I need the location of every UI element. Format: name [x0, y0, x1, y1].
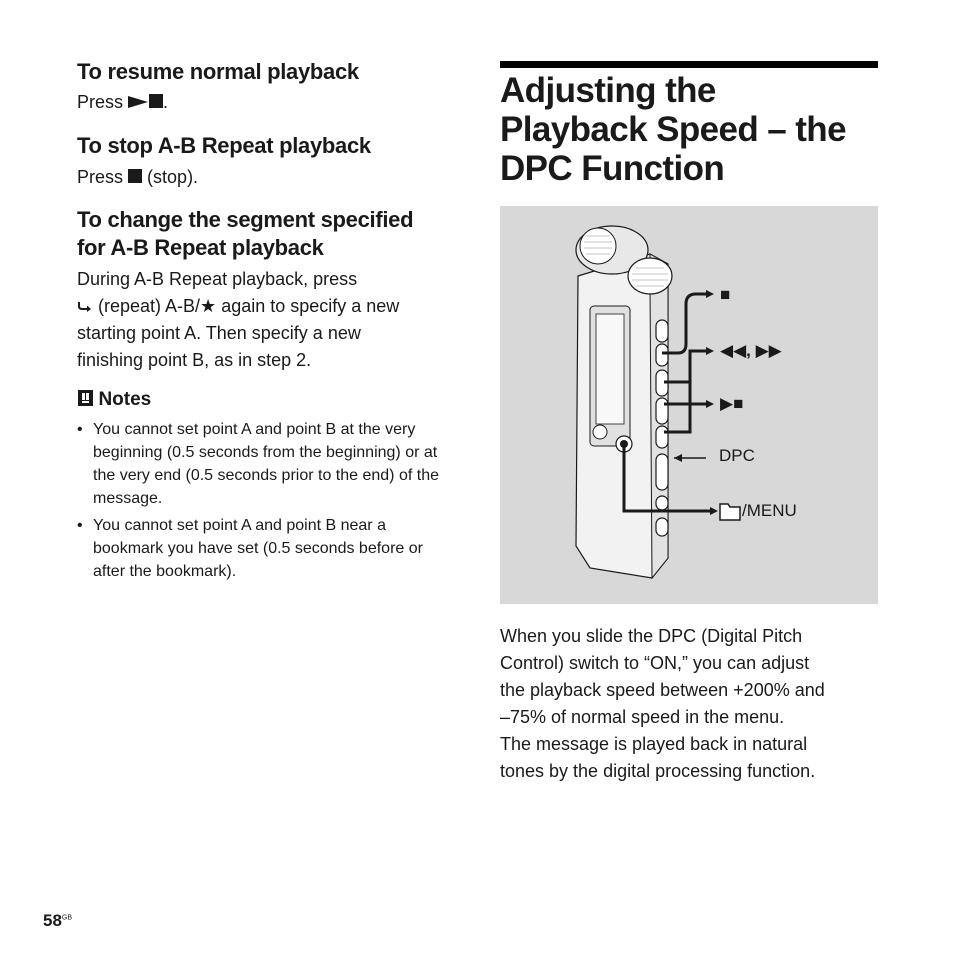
change-segment-body [77, 266, 467, 374]
page-number [43, 911, 72, 931]
callout-play-stop: ▶■ [720, 394, 744, 413]
heading-change-line1: To change the segment specified [77, 207, 414, 232]
play-icon [128, 96, 148, 108]
recorder-illustration [500, 206, 878, 604]
page-number-suffix: GB [61, 914, 73, 922]
title-line-1: Adjusting the [500, 71, 716, 110]
note-item-1: • You cannot set point A and point B at the very beginning (0.5 seconds from the beginning) or at the very end (0.5 seconds prior to the end) of the message. [77, 418, 447, 510]
section-title [500, 71, 846, 188]
title-rule [500, 61, 878, 68]
change-line-2-wrap [77, 293, 467, 320]
resume-end-text: . [163, 92, 169, 112]
callout-menu: /MENU [742, 501, 797, 520]
notes-title: Notes [98, 389, 152, 410]
resume-instruction [77, 89, 168, 116]
heading-resume-playback: To resume normal playback [77, 59, 359, 84]
dpc-line-2: Control) switch to “ON,” you can adjust [500, 653, 810, 673]
title-line-2: Playback Speed – the [500, 110, 846, 149]
callout-dpc: DPC [719, 446, 755, 465]
dpc-line-5: The message is played back in natural [500, 734, 808, 754]
folder-icon [720, 504, 740, 520]
stop-icon [149, 94, 163, 108]
dpc-line-1: When you slide the DPC (Digital Pitch [500, 626, 803, 646]
change-line-3: starting point A. Then specify a new [77, 323, 361, 343]
heading-stop-ab-repeat: To stop A-B Repeat playback [77, 133, 371, 158]
repeat-icon [77, 300, 93, 312]
heading-change-segment [77, 206, 413, 262]
dpc-line-6: tones by the digital processing function. [500, 761, 816, 781]
recorder-figure [500, 206, 878, 604]
dpc-description [500, 623, 890, 785]
notes-list [77, 418, 447, 587]
notes-heading [77, 389, 151, 411]
dpc-line-3: the playback speed between +200% and [500, 680, 825, 700]
change-line-1: During A-B Repeat playback, press [77, 269, 358, 289]
note-item-2: • You cannot set point A and point B near a bookmark you have set (0.5 seconds before or after the bookmark). [77, 514, 447, 583]
page-number-value: 58 [43, 911, 62, 930]
heading-change-line2: for A-B Repeat playback [77, 235, 324, 260]
callout-stop: ■ [720, 285, 731, 304]
notes-icon [77, 389, 94, 407]
stop-instruction [77, 164, 198, 191]
change-line-4: finishing point B, as in step 2. [77, 350, 312, 370]
change-line-2: (repeat) A-B/★ again to specify a new [98, 296, 400, 316]
stop-press-text: Press [77, 167, 124, 187]
dpc-line-4: –75% of normal speed in the menu. [500, 707, 785, 727]
stop-icon [128, 169, 142, 183]
stop-end-text: (stop). [147, 167, 199, 187]
callout-skip: ◀◀, ▶▶ [720, 341, 782, 360]
title-line-3: DPC Function [500, 149, 725, 188]
resume-press-text: Press [77, 92, 124, 112]
